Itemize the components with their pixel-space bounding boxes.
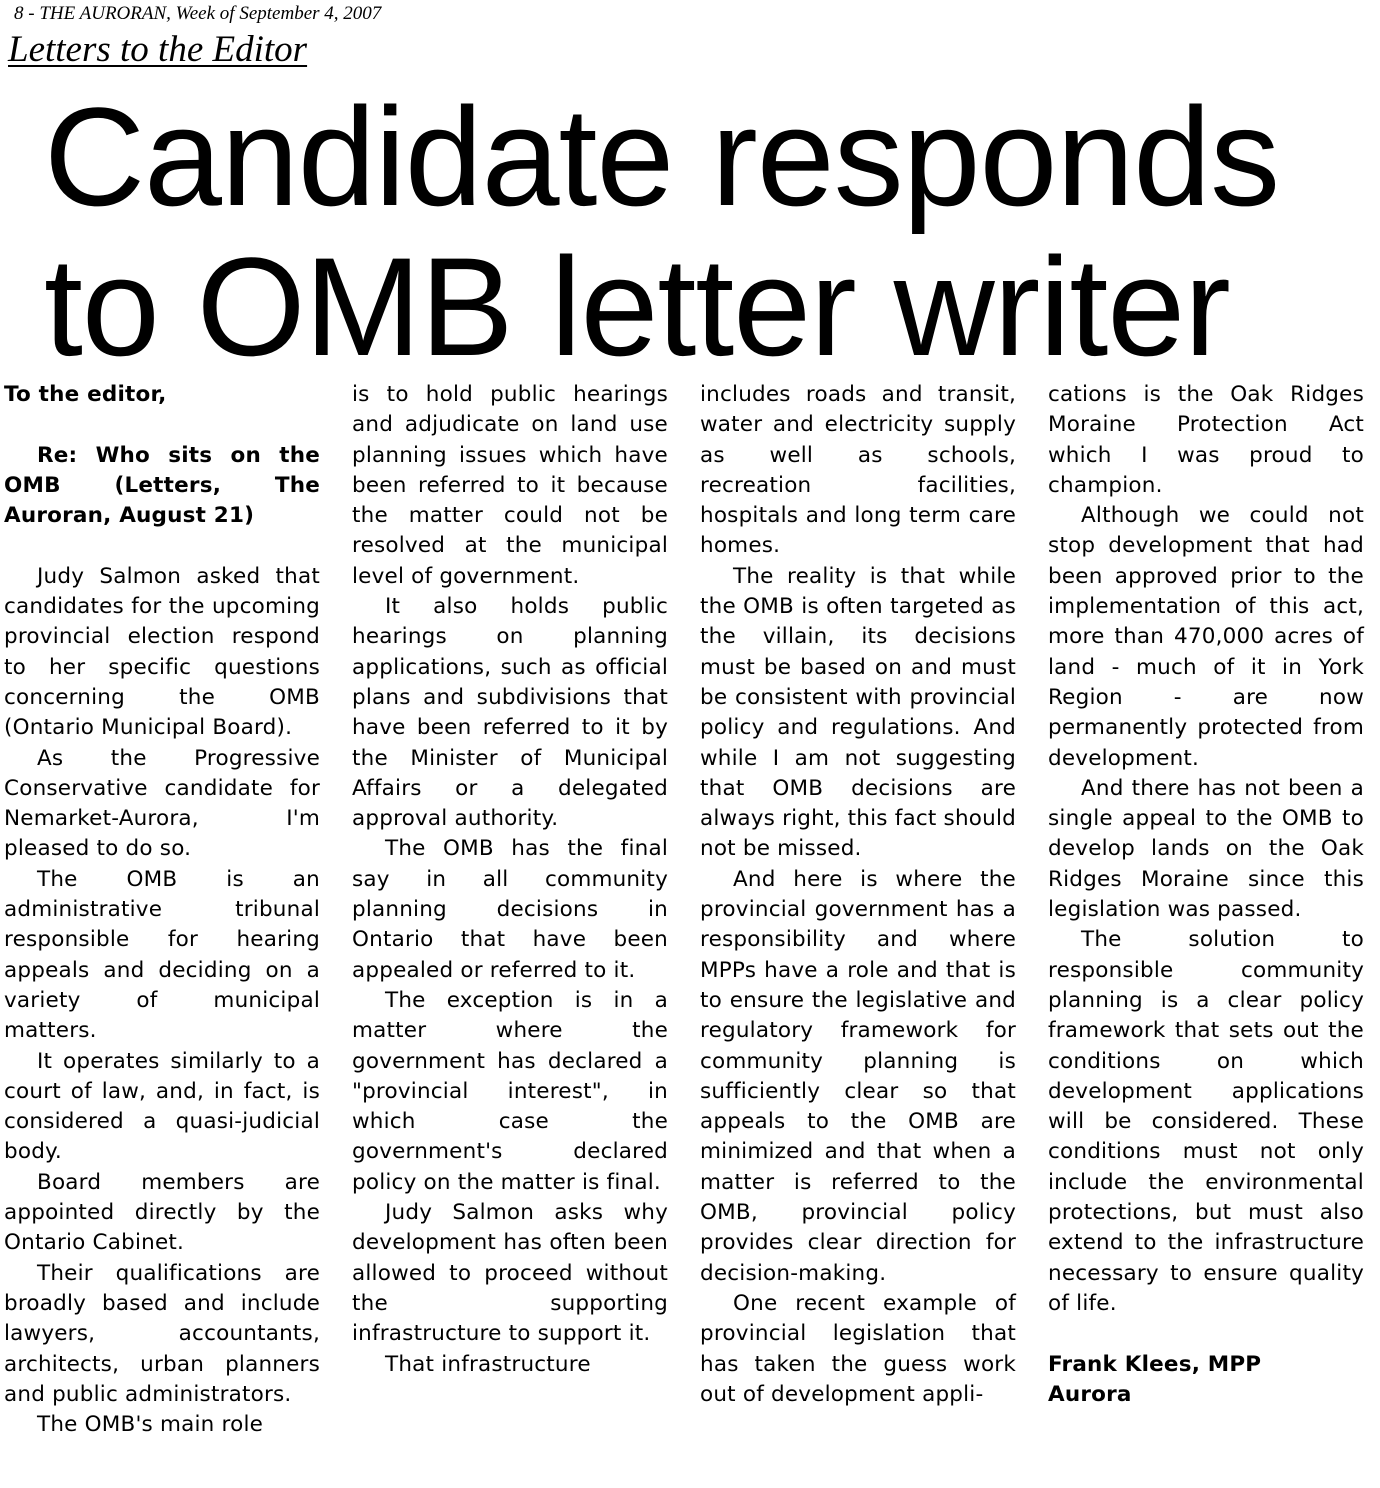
paragraph: It operates similarly to a court of law, and, in fact, is considered a quasi-judicial body. (4, 1048, 320, 1165)
salutation: To the editor, (4, 382, 167, 407)
paragraph: As the Progressive Conservative candidate for Nemarket-Aurora, I'm pleased to do so. (4, 745, 320, 862)
article-column-4 (1048, 380, 1364, 1410)
paragraph: Board members are appointed directly by the Ontario Cabinet. (4, 1169, 320, 1256)
headline-line-1: Candidate responds (44, 78, 1280, 235)
signature-place: Aurora (1048, 1381, 1132, 1407)
paragraph: The OMB has the final say in all community planning decisions in Ontario that have been appealed or referred to it. (352, 836, 668, 983)
paragraph-continued: cations is the Oak Ridges Moraine Protection Act which I was proud to champion. (1048, 382, 1364, 498)
headline (44, 78, 1374, 385)
paragraph: The OMB is an administrative tribunal responsible for hearing appeals and deciding on a variety of municipal matters. (4, 866, 320, 1044)
article-column-2 (352, 380, 668, 1380)
paragraph: And there has not been a single appeal to the OMB to develop lands on the Oak Ridges Moraine since this legislation was passed. (1048, 775, 1364, 923)
paragraph: The reality is that while the OMB is often targeted as the villain, its decisions must be based on and must be consistent with provincial policy and regulations. And while I am not suggesting that OMB decisions are always right, this fact should not be missed. (700, 563, 1016, 862)
article-column-3 (700, 380, 1016, 1410)
paragraph: Judy Salmon asks why development has often been allowed to proceed without the supporting infrastructure to support it. (352, 1200, 668, 1347)
re-line: Re: Who sits on the OMB (Letters, The Auroran, August 21) (4, 442, 320, 529)
paragraph: Their qualifications are broadly based and include lawyers, accountants, architects, urban planners and public administrators. (4, 1260, 320, 1407)
signature-name: Frank Klees, MPP (1048, 1351, 1262, 1377)
paragraph-continued: is to hold public hearings and adjudicate on land use planning issues which have been referred to it because the matter could not be resolved at the municipal level of government. (352, 382, 668, 589)
paragraph: The solution to responsible community planning is a clear policy framework that sets out the conditions on which development applications will be considered. These conditions must not only include the environmental protections, but must also extend to the infrastructure necessary to ensure quality of life. (1048, 927, 1364, 1316)
paragraph: That infrastructure (385, 1351, 591, 1377)
paragraph: The OMB's main role (37, 1412, 264, 1438)
section-title: Letters to the Editor (8, 29, 308, 70)
paragraph: The exception is in a matter where the government has declared a "provincial interest", in which case the government's declared policy on the matter is final. (352, 987, 668, 1195)
paragraph: Judy Salmon asked that candidates for the upcoming provincial election respond to her specific questions concerning the OMB (Ontario Municipal Board). (4, 563, 320, 741)
page-folio: 8 - THE AURORAN, Week of September 4, 2007 (14, 3, 382, 24)
paragraph: One recent example of provincial legislation that has taken the guess work out of development appli- (700, 1290, 1016, 1407)
paragraph: And here is where the provincial government has a responsibility and where MPPs have a role and that is to ensure the legislative and regulatory framework for community planning is sufficiently clear so that appeals to the OMB are minimized and that when a matter is referred to the OMB, provincial policy provides clear direction for decision-making. (700, 866, 1016, 1286)
paragraph: It also holds public hearings on planning applications, such as official plans and subdivisions that have been referred to it by the Minister of Municipal Affairs or a delegated approval authority. (352, 594, 668, 832)
paragraph: Although we could not stop development that had been approved prior to the implementation of this act, more than 470,000 acres of land - much of it in York Region - are now permanently protected from development. (1048, 503, 1364, 771)
article-column-1 (4, 380, 320, 1440)
headline-line-2: to OMB letter writer (44, 228, 1230, 385)
paragraph-continued: includes roads and transit, water and electricity supply as well as schools, recreation facilities, hospitals and long term care homes. (700, 382, 1016, 559)
